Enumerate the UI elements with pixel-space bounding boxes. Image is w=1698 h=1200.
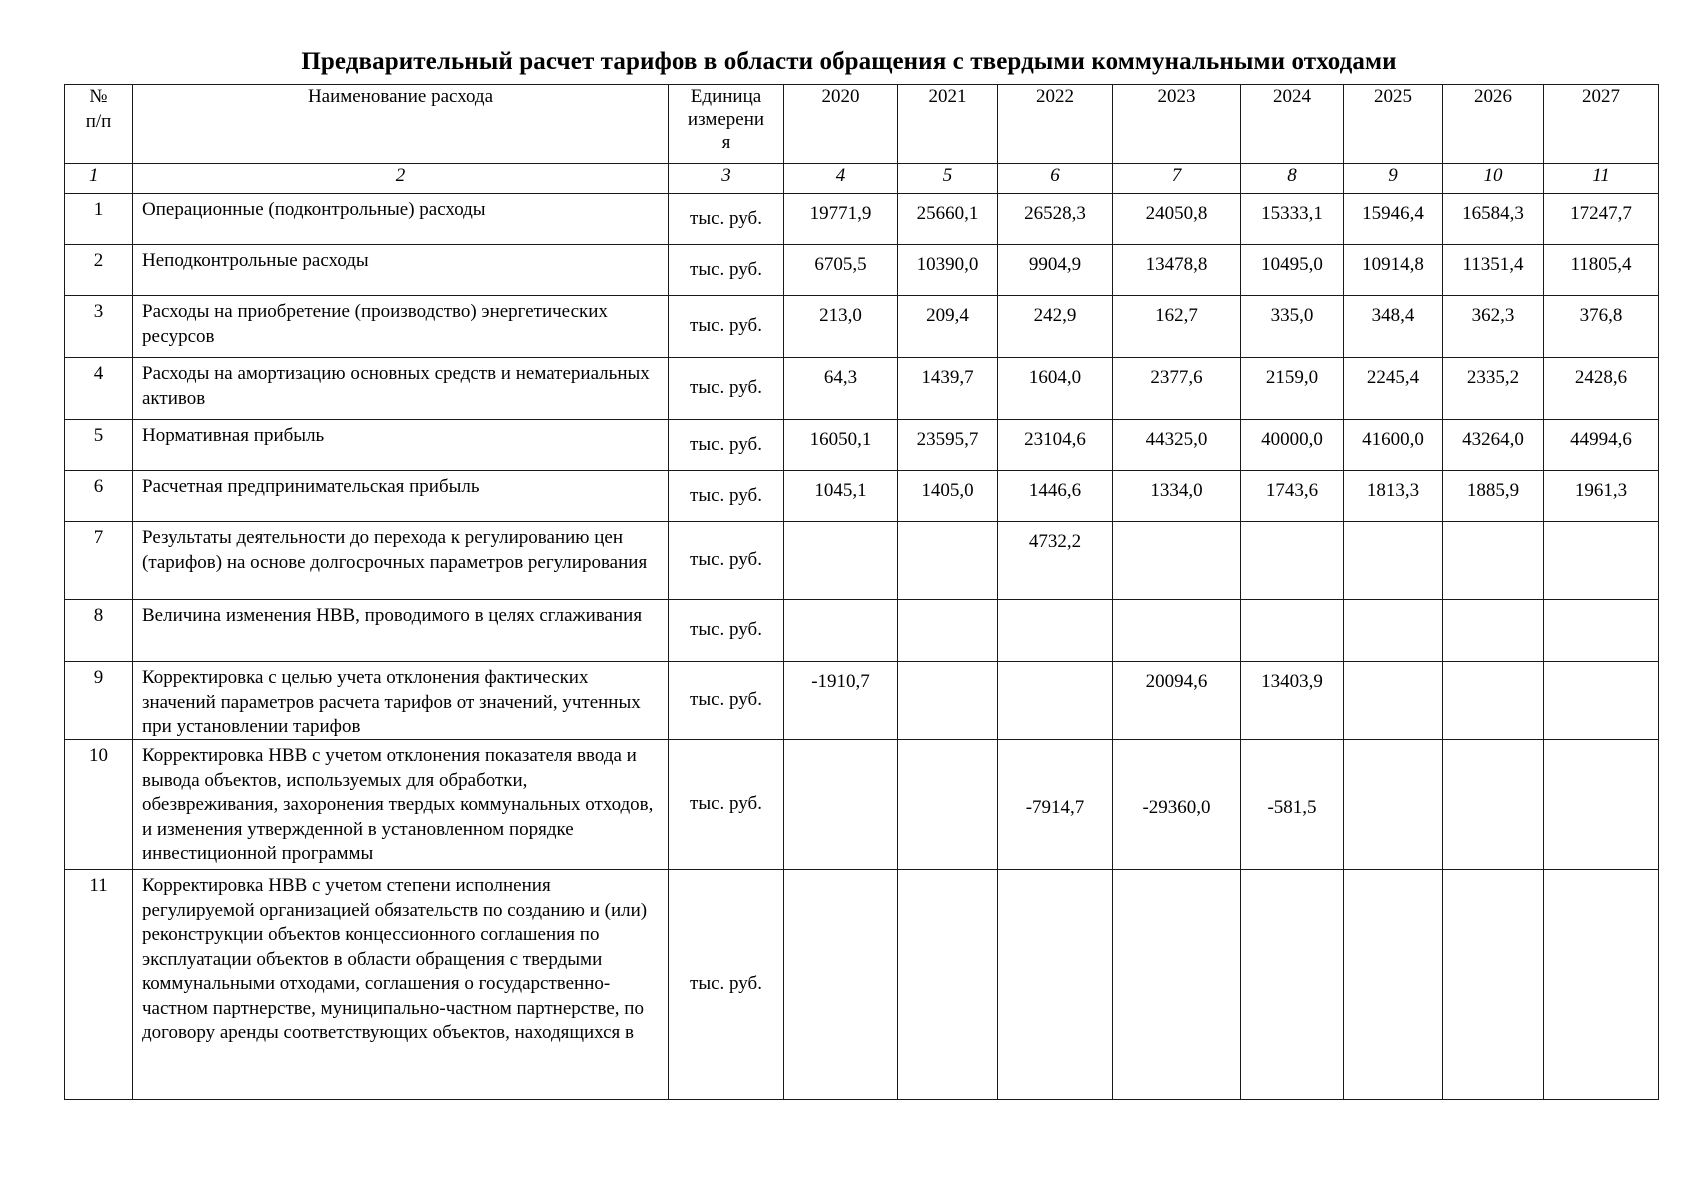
- unit-cell: тыс. руб.: [669, 194, 784, 245]
- column-number: 11: [1544, 164, 1659, 194]
- value-cell: 1961,3: [1544, 471, 1659, 522]
- value-cell: [1443, 522, 1544, 600]
- header-name: Наименование расхода: [133, 85, 669, 164]
- expense-name-text: Неподконтрольные расходы: [142, 250, 369, 271]
- row-number: 7: [65, 522, 133, 600]
- expense-name: [133, 600, 669, 662]
- value-cell: -7914,7: [998, 740, 1113, 870]
- column-number: 10: [1443, 164, 1544, 194]
- value-cell: [1241, 600, 1344, 662]
- row-number: 9: [65, 662, 133, 740]
- expense-name: [133, 522, 669, 600]
- unit-cell: тыс. руб.: [669, 245, 784, 296]
- value-cell: 19771,9: [784, 194, 898, 245]
- value-cell: [1544, 522, 1659, 600]
- header-unit: Единица измерени я: [669, 85, 784, 164]
- value-cell: 1045,1: [784, 471, 898, 522]
- value-cell: [1241, 522, 1344, 600]
- expense-name: [133, 296, 669, 358]
- value-cell: 2428,6: [1544, 358, 1659, 420]
- table-row: [65, 420, 1659, 471]
- value-cell: 2377,6: [1113, 358, 1241, 420]
- value-cell: 44994,6: [1544, 420, 1659, 471]
- value-cell: 20094,6: [1113, 662, 1241, 740]
- value-cell: [1241, 870, 1344, 1100]
- expense-name-text: Расходы на приобретение (производство) энергетических ресурсов: [142, 301, 608, 347]
- value-cell: 17247,7: [1544, 194, 1659, 245]
- value-cell: 213,0: [784, 296, 898, 358]
- table-row: [65, 522, 1659, 600]
- value-cell: [1443, 662, 1544, 740]
- expense-name: [133, 358, 669, 420]
- row-number: 1: [65, 194, 133, 245]
- value-cell: 40000,0: [1241, 420, 1344, 471]
- value-cell: 209,4: [898, 296, 998, 358]
- value-cell: [1544, 662, 1659, 740]
- expense-name: [133, 194, 669, 245]
- column-number: 4: [784, 164, 898, 194]
- value-cell: [1113, 600, 1241, 662]
- value-cell: 10390,0: [898, 245, 998, 296]
- tariff-table: [64, 84, 1659, 1100]
- row-number: 8: [65, 600, 133, 662]
- value-cell: 16050,1: [784, 420, 898, 471]
- value-cell: 15333,1: [1241, 194, 1344, 245]
- value-cell: 1743,6: [1241, 471, 1344, 522]
- value-cell: 2245,4: [1344, 358, 1443, 420]
- value-cell: -1910,7: [784, 662, 898, 740]
- value-cell: [1443, 740, 1544, 870]
- value-cell: 1405,0: [898, 471, 998, 522]
- value-cell: [1544, 600, 1659, 662]
- value-cell: 4732,2: [998, 522, 1113, 600]
- table-row: [65, 358, 1659, 420]
- unit-cell: тыс. руб.: [669, 471, 784, 522]
- column-number: 5: [898, 164, 998, 194]
- header-year: 2022: [998, 85, 1113, 164]
- row-number: 10: [65, 740, 133, 870]
- value-cell: [1344, 522, 1443, 600]
- unit-cell: тыс. руб.: [669, 600, 784, 662]
- value-cell: 2335,2: [1443, 358, 1544, 420]
- document-title: Предварительный расчет тарифов в области обращения с твердыми коммунальными отходами: [301, 48, 1397, 75]
- header-row: [65, 85, 1659, 164]
- value-cell: [898, 662, 998, 740]
- column-number-row: [65, 164, 1659, 194]
- column-number: 9: [1344, 164, 1443, 194]
- row-number: 6: [65, 471, 133, 522]
- row-number: 2: [65, 245, 133, 296]
- value-cell: [998, 600, 1113, 662]
- header-year: 2020: [784, 85, 898, 164]
- value-cell: [784, 870, 898, 1100]
- value-cell: 25660,1: [898, 194, 998, 245]
- value-cell: 13403,9: [1241, 662, 1344, 740]
- table-row: [65, 740, 1659, 870]
- unit-cell: тыс. руб.: [669, 420, 784, 471]
- header-num: № п/п: [65, 85, 133, 164]
- value-cell: [1443, 600, 1544, 662]
- value-cell: 41600,0: [1344, 420, 1443, 471]
- value-cell: [1344, 600, 1443, 662]
- value-cell: [898, 600, 998, 662]
- value-cell: 9904,9: [998, 245, 1113, 296]
- value-cell: 10495,0: [1241, 245, 1344, 296]
- value-cell: 11805,4: [1544, 245, 1659, 296]
- value-cell: -581,5: [1241, 740, 1344, 870]
- value-cell: 376,8: [1544, 296, 1659, 358]
- value-cell: [1113, 522, 1241, 600]
- expense-name-text: Результаты деятельности до перехода к регулированию цен (тарифов) на основе долгосрочных параметров регулирования: [142, 527, 648, 573]
- value-cell: 13478,8: [1113, 245, 1241, 296]
- value-cell: 10914,8: [1344, 245, 1443, 296]
- value-cell: [898, 870, 998, 1100]
- row-number: 4: [65, 358, 133, 420]
- value-cell: 1604,0: [998, 358, 1113, 420]
- value-cell: [998, 870, 1113, 1100]
- value-cell: 335,0: [1241, 296, 1344, 358]
- row-number: 11: [65, 870, 133, 1100]
- value-cell: 1446,6: [998, 471, 1113, 522]
- expense-name-text: Нормативная прибыль: [142, 425, 325, 446]
- expense-name-text: Операционные (подконтрольные) расходы: [142, 199, 486, 220]
- column-number: 7: [1113, 164, 1241, 194]
- value-cell: 1813,3: [1344, 471, 1443, 522]
- value-cell: 242,9: [998, 296, 1113, 358]
- table-row: [65, 662, 1659, 740]
- value-cell: 24050,8: [1113, 194, 1241, 245]
- header-year: 2026: [1443, 85, 1544, 164]
- value-cell: 162,7: [1113, 296, 1241, 358]
- value-cell: [1344, 740, 1443, 870]
- expense-name-text: Величина изменения НВВ, проводимого в целях сглаживания: [142, 605, 643, 626]
- expense-name-text: Корректировка НВВ с учетом степени исполнения регулируемой организацией обязательств по созданию и (или) реконструкции объектов концессионного соглашения по эксплуатации объектов в области обращения с твердыми коммунальными отходами, соглашения о государственно-частном партнерстве, муниципально-частном партнерстве, по договору аренды соответствующих объектов, находящихся в: [142, 875, 648, 1043]
- column-number: 8: [1241, 164, 1344, 194]
- expense-name: [133, 471, 669, 522]
- expense-name-text: Расходы на амортизацию основных средств и нематериальных активов: [142, 363, 650, 409]
- unit-cell: тыс. руб.: [669, 740, 784, 870]
- column-number: 6: [998, 164, 1113, 194]
- unit-cell: тыс. руб.: [669, 870, 784, 1100]
- value-cell: 11351,4: [1443, 245, 1544, 296]
- value-cell: [784, 740, 898, 870]
- value-cell: [1344, 662, 1443, 740]
- value-cell: [1443, 870, 1544, 1100]
- value-cell: [898, 740, 998, 870]
- value-cell: [1113, 870, 1241, 1100]
- value-cell: 6705,5: [784, 245, 898, 296]
- value-cell: [784, 522, 898, 600]
- value-cell: 44325,0: [1113, 420, 1241, 471]
- expense-name: [133, 420, 669, 471]
- table-row: [65, 194, 1659, 245]
- value-cell: [998, 662, 1113, 740]
- expense-name: [133, 662, 669, 740]
- expense-name-text: Корректировка НВВ с учетом отклонения показателя ввода и вывода объектов, используемых для обработки, обезвреживания, захоронения твердых коммунальных отходов, и изменения утвержденной в установленном порядке инвестиционной программы: [142, 745, 654, 864]
- header-year: 2025: [1344, 85, 1443, 164]
- unit-cell: тыс. руб.: [669, 296, 784, 358]
- expense-name-text: Расчетная предпринимательская прибыль: [142, 476, 480, 497]
- value-cell: 64,3: [784, 358, 898, 420]
- header-year: 2027: [1544, 85, 1659, 164]
- value-cell: 23104,6: [998, 420, 1113, 471]
- value-cell: 23595,7: [898, 420, 998, 471]
- table-row: [65, 600, 1659, 662]
- value-cell: [1344, 870, 1443, 1100]
- table-row: [65, 870, 1659, 1100]
- expense-name-text: Корректировка с целью учета отклонения фактических значений параметров расчета тарифов от значений, учтенных при установлении тарифов: [142, 667, 641, 737]
- table-row: [65, 471, 1659, 522]
- unit-cell: тыс. руб.: [669, 662, 784, 740]
- unit-cell: тыс. руб.: [669, 522, 784, 600]
- value-cell: 348,4: [1344, 296, 1443, 358]
- expense-name: [133, 740, 669, 870]
- expense-name: [133, 245, 669, 296]
- value-cell: -29360,0: [1113, 740, 1241, 870]
- table-row: [65, 296, 1659, 358]
- value-cell: 1439,7: [898, 358, 998, 420]
- column-number: 2: [133, 164, 669, 194]
- value-cell: 1885,9: [1443, 471, 1544, 522]
- value-cell: [784, 600, 898, 662]
- value-cell: 362,3: [1443, 296, 1544, 358]
- header-year: 2023: [1113, 85, 1241, 164]
- expense-name: [133, 870, 669, 1100]
- header-year: 2021: [898, 85, 998, 164]
- value-cell: [1544, 740, 1659, 870]
- row-number: 3: [65, 296, 133, 358]
- value-cell: 2159,0: [1241, 358, 1344, 420]
- unit-cell: тыс. руб.: [669, 358, 784, 420]
- value-cell: [1544, 870, 1659, 1100]
- header-year: 2024: [1241, 85, 1344, 164]
- value-cell: 15946,4: [1344, 194, 1443, 245]
- column-number: 1: [65, 164, 133, 194]
- value-cell: 16584,3: [1443, 194, 1544, 245]
- value-cell: 1334,0: [1113, 471, 1241, 522]
- value-cell: 43264,0: [1443, 420, 1544, 471]
- column-number: 3: [669, 164, 784, 194]
- value-cell: 26528,3: [998, 194, 1113, 245]
- row-number: 5: [65, 420, 133, 471]
- table-row: [65, 245, 1659, 296]
- value-cell: [898, 522, 998, 600]
